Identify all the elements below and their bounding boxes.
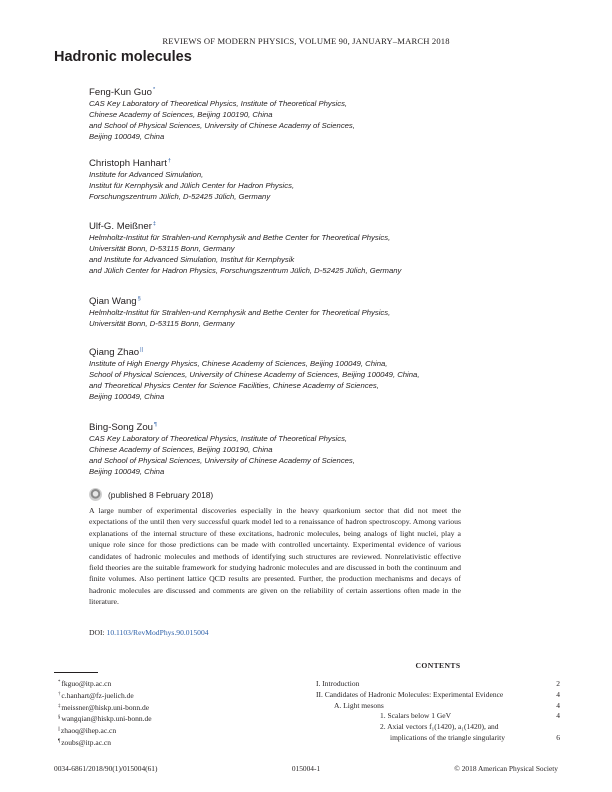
author-footnote-mark[interactable]: ¶ bbox=[154, 422, 158, 428]
footnote-item bbox=[58, 702, 152, 714]
affiliation-line: Chinese Academy of Sciences, Beijing 100190, China bbox=[89, 444, 273, 454]
author-block bbox=[89, 344, 559, 403]
author-name bbox=[89, 218, 559, 233]
author-name bbox=[89, 344, 559, 359]
footer-page-number: 015004-1 bbox=[291, 764, 321, 773]
affiliation-line: Forschungszentrum Jülich, D-52425 Jülich, Germany bbox=[89, 191, 271, 201]
author-name-text: Bing-Song Zou bbox=[89, 422, 153, 433]
toc-item-label: 1. Scalars below 1 GeV bbox=[380, 711, 452, 721]
footnote-item bbox=[58, 713, 152, 725]
table-of-contents bbox=[316, 679, 560, 744]
toc-item[interactable] bbox=[316, 711, 560, 722]
doi-link[interactable]: 10.1103/RevModPhys.90.015004 bbox=[106, 628, 209, 637]
affiliation-line: Universität Bonn, D-53115 Bonn, Germany bbox=[89, 243, 235, 253]
author-block bbox=[89, 293, 559, 330]
footnotes bbox=[58, 678, 152, 749]
author-name bbox=[89, 419, 559, 434]
author-block bbox=[89, 419, 559, 478]
affiliation-line: Institute of High Energy Physics, Chinese Academy of Sciences, Beijing 100049, China, bbox=[89, 359, 388, 368]
author-name-text: Qiang Zhao bbox=[89, 347, 140, 358]
footnote-email[interactable]: zoubs@itp.ac.cn bbox=[61, 737, 111, 747]
toc-item[interactable] bbox=[316, 701, 560, 712]
author-name-text: Christoph Hanhart bbox=[89, 158, 167, 169]
crossmark-icon[interactable] bbox=[89, 488, 102, 501]
footnote-rule bbox=[54, 672, 98, 673]
author-footnote-mark[interactable]: || bbox=[140, 347, 144, 353]
affiliation-line: CAS Key Laboratory of Theoretical Physics, Institute of Theoretical Physics, bbox=[89, 99, 348, 108]
footnote-email[interactable]: c.hanhart@fz-juelich.de bbox=[61, 690, 134, 700]
toc-item-label: A. Light mesons bbox=[334, 700, 384, 710]
toc-item-label: 2. Axial vectors f₁(1420), a₁(1420), and bbox=[380, 722, 499, 732]
author-name-text: Feng-Kun Guo bbox=[89, 87, 152, 98]
toc-item-page: 4 bbox=[556, 689, 560, 699]
toc-item[interactable] bbox=[316, 722, 560, 733]
footnote-item bbox=[58, 678, 152, 690]
doi-label: DOI: bbox=[89, 628, 105, 637]
affiliation-line: Universität Bonn, D-53115 Bonn, Germany bbox=[89, 318, 235, 328]
affiliation-line: and School of Physical Sciences, University of Chinese Academy of Sciences, bbox=[89, 120, 355, 130]
author-name bbox=[89, 293, 559, 308]
footnote-mark: || bbox=[58, 727, 60, 733]
affiliation-line: Chinese Academy of Sciences, Beijing 100190, China bbox=[89, 109, 273, 119]
affiliation-line: Helmholtz-Institut für Strahlen-und Kernphysik and Bethe Center for Theoretical Physics, bbox=[89, 308, 391, 317]
toc-item-page: 4 bbox=[556, 700, 560, 710]
author-name-text: Qian Wang bbox=[89, 296, 137, 307]
footnote-mark: ‡ bbox=[58, 703, 61, 709]
doi-line bbox=[89, 628, 209, 637]
footnote-mark: * bbox=[58, 680, 61, 685]
footnote-email[interactable]: zhaoq@ihep.ac.cn bbox=[60, 726, 117, 736]
publication-date bbox=[89, 488, 213, 501]
affiliation-line: and Jülich Center for Hadron Physics, Forschungszentrum Jülich, D-52425 Jülich, Germany bbox=[89, 265, 402, 275]
footer-copyright: © 2018 American Physical Society bbox=[454, 764, 558, 773]
author-block bbox=[89, 84, 559, 143]
footnote-email[interactable]: fkguo@itp.ac.cn bbox=[61, 679, 112, 688]
affiliation-line: CAS Key Laboratory of Theoretical Physics, Institute of Theoretical Physics, bbox=[89, 434, 348, 443]
footnote-item bbox=[58, 725, 152, 737]
toc-item[interactable] bbox=[316, 690, 560, 701]
affiliation-line: Helmholtz-Institut für Strahlen-und Kernphysik and Bethe Center for Theoretical Physics, bbox=[89, 233, 391, 242]
contents-heading: CONTENTS bbox=[415, 661, 461, 670]
footnote-mark: ¶ bbox=[58, 738, 61, 744]
abstract bbox=[89, 505, 461, 608]
affiliation-line: Beijing 100049, China bbox=[89, 466, 165, 476]
author-block bbox=[89, 155, 559, 203]
author-footnote-mark[interactable]: † bbox=[167, 158, 171, 164]
author-name-text: Ulf-G. Meißner bbox=[89, 221, 152, 232]
affiliation-line: Beijing 100049, China bbox=[89, 391, 165, 401]
affiliation-line: Institute for Advanced Simulation, bbox=[89, 170, 204, 179]
affiliation-line: and Institute for Advanced Simulation, Institut für Kernphysik bbox=[89, 254, 295, 264]
affiliation-line: and School of Physical Sciences, University of Chinese Academy of Sciences, bbox=[89, 455, 355, 465]
author-footnote-mark[interactable]: * bbox=[152, 87, 156, 93]
footnote-email[interactable]: meissner@hiskp.uni-bonn.de bbox=[61, 702, 150, 712]
toc-item[interactable] bbox=[316, 733, 560, 744]
affiliation-line: and Theoretical Physics Center for Science Facilities, Chinese Academy of Sciences, bbox=[89, 380, 379, 390]
toc-item-label: implications of the triangle singularity bbox=[390, 732, 505, 742]
published-text: (published 8 February 2018) bbox=[108, 489, 214, 500]
footnote-item bbox=[58, 737, 152, 749]
toc-item-page: 4 bbox=[556, 711, 560, 721]
toc-item-label: I. Introduction bbox=[316, 679, 360, 688]
author-name bbox=[89, 84, 559, 99]
affiliation-line: Institut für Kernphysik and Jülich Center for Hadron Physics, bbox=[89, 180, 295, 190]
author-name bbox=[89, 155, 559, 170]
abstract-text: A large number of experimental discoveries especially in the heavy quarkonium sector that did not meet the expectations of the until then very successful quark model led to a renaissance of hadron spectroscopy. Among various explanations of the internal structure of these excitations, hadronic molecules, being analogs of light nuclei, play a unique role since for those predictions can be made with controlled uncertainty. Experimental evidence of various candidates of hadronic molecules and methods of identifying such structures are reviewed. Nonrelativistic effective field theories are the suitable framework for studying hadronic molecules and are discussed in both the continuum and finite volumes. Also pertinent lattice QCD results are presented. Further, the production mechanisms and decays of hadronic molecules are discussed and comments are given on the reliability of certain assertions often made in the literature. bbox=[89, 506, 461, 607]
article-title: Hadronic molecules bbox=[54, 49, 192, 65]
affiliation-line: School of Physical Sciences, University of Chinese Academy of Sciences, Beijing 100049, China, bbox=[89, 369, 420, 379]
toc-item-page: 2 bbox=[556, 679, 560, 688]
affiliation-line: Beijing 100049, China bbox=[89, 131, 165, 141]
journal-header: REVIEWS OF MODERN PHYSICS, VOLUME 90, JANUARY–MARCH 2018 bbox=[162, 36, 450, 46]
footnote-item bbox=[58, 690, 152, 702]
author-block bbox=[89, 218, 559, 277]
toc-item-label: II. Candidates of Hadronic Molecules: Experimental Evidence bbox=[316, 689, 504, 699]
author-footnote-mark[interactable]: ‡ bbox=[152, 221, 157, 227]
footnote-mark: † bbox=[58, 691, 61, 697]
footnote-email[interactable]: wangqian@hiskp.uni-bonn.de bbox=[61, 714, 152, 724]
footer-issn: 0034-6861/2018/90(1)/015004(61) bbox=[54, 764, 158, 773]
footnote-mark: § bbox=[58, 715, 61, 721]
toc-item[interactable] bbox=[316, 679, 560, 690]
author-footnote-mark[interactable]: § bbox=[137, 296, 141, 302]
toc-item-page: 6 bbox=[556, 732, 560, 742]
